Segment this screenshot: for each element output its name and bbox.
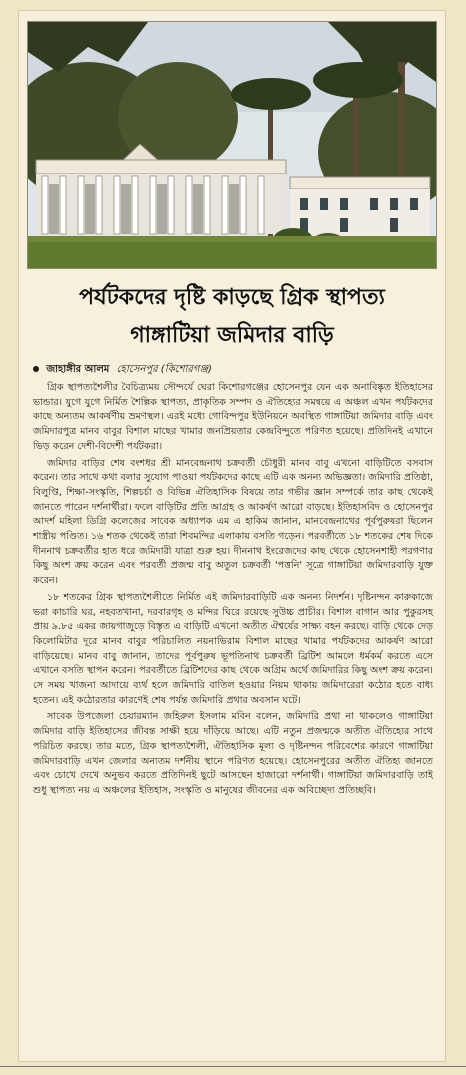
- article-paragraph: জমিদার বাড়ির শেষ বংশধর শ্রী মানবেন্দ্রনাথ চক্রবর্তী চৌধুরী মানব বাবু এখনো বাড়িটিতে বসবাস করেন। তার সাথে কথা বলার সুযোগ পাওয়া পর্যটকদের কাছে এটি এক অনন্য অভিজ্ঞতা। জমিদারি প্রতিষ্ঠা, বিলুপ্তি, শিক্ষা-সংস্কৃতি, শিল্পচর্চা ও বিভিন্ন ঐতিহাসিক বিষয়ে তার গভীর জ্ঞান সম্পর্কে তার কাছ থেকেই জানতে পারেন দর্শনার্থীরা। ফলে বাড়িটির প্রতি আগ্রহ ও আকর্ষণ আরো বাড়ছে। ইতিহাসবিদ ও হোসেনপুর আদর্শ মহিলা ডিগ্রি কলেজের সাবেক অধ্যাপক এম এ হাকিম জানান, মানবেন্দ্রনাথের পূর্বপুরুষরা ছিলেন শাস্ত্রীয় পণ্ডিত। ১৬ শতক থেকেই তারা শিবমন্দির এলাকায় বসতি গড়েন। পরবর্তীতে ১৮ শতকের শেষ দিকে দীননাথ চক্রবর্তীর হাত ধরে জমিদারী যাত্রা শুরু হয়। দীননাথ ইংরেজদের কাছ থেকে হোসেনশাহী পরগণার কিছু অংশ ক্রয় করেন এবং পরবর্তী প্রজন্ম বাবু অতুল চক্রবর্তী 'পত্তনি' সূত্রে গাঙ্গাটিয়া জমিদারবাড়ি যুক্ত করেন।: [33, 457, 433, 587]
- bottom-divider: [0, 1066, 466, 1067]
- news-clipping: [18, 10, 446, 1062]
- bullet-icon: [33, 366, 39, 372]
- article-body: [33, 381, 433, 801]
- article-headline: [27, 279, 437, 355]
- article-paragraph: ১৮ শতকের গ্রিক স্থাপত্যশৈলীতে নির্মিত এই জমিদারবাড়িটি এক অনন্য নিদর্শন। দৃষ্টিনন্দন কারুকাজে ভরা কাচারি ঘর, নহবতখানা, দরবারগৃহ ও মন্দির ঘিরে রয়েছে সুউচ্চ প্রাচীর। বিশাল বাগান আর পুকুরসহ প্রায় ৯.৮৫ একর জায়গাজুড়ে বিস্তৃত এ বাড়িটি এখনো অতীত ঐশ্বর্যের সাক্ষ্য বহন করছে। বাড়ি থেকে দেড় কিলোমিটার দূরে মানব বাবুর পরিচালিত নয়নাভিরাম বিশাল মাছের খামার পর্যটকদের আকর্ষণ আরো বাড়িয়েছে। মানব বাবু জানান, তাদের পূর্বপুরুষ ভূপতিনাথ চক্রবর্তী ব্রিটিশ আমলে ধর্মকর্ম করতে এসে এখানে বসতি স্থাপন করেন। পরবর্তীতে ব্রিটিশদের কাছ থেকে অগ্রিম অর্থে জমিদারির কিছু অংশ ক্রয় করেন। সে সময় খাজনা আদায়ে ব্যর্থ হলে জমিদারি বাতিল হওয়ার নিয়ম থাকায় জমিদারেরা কঠোর হতে বাধ্য হতেন। এই কঠোরতার কারণেই শেষ পর্যন্ত জমিদারি প্রথার অবসান ঘটে।: [33, 591, 433, 706]
- article-paragraph: সাবেক উপজেলা চেয়ারম্যান জহিরুল ইসলাম মবিন বলেন, জমিদারি প্রথা না থাকলেও গাঙ্গাটিয়া জমিদার বাড়ি ইতিহাসের জীবন্ত সাক্ষী হয়ে দাঁড়িয়ে আছে। এটি নতুন প্রজন্মকে অতীত ঐতিহ্যের সাথে পরিচিত করছে। তার মতে, গ্রিক স্থাপত্যশৈলী, ঐতিহাসিক মূল্য ও দৃষ্টিনন্দন পরিবেশের কারণে গাঙ্গাটিয়া জমিদারবাড়ি এখন জেলার অন্যতম দর্শনীয় স্থানে পরিণত হয়েছে। হোসেনপুরের অতীত ঐতিহ্য জানতে এবং চোখে দেখে অনুভব করতে প্রতিদিনই ছুটে আসছেন হাজারো দর্শনার্থী। গাঙ্গাটিয়া জমিদারবাড়ি তাই শুধু স্থাপত্য নয় এ অঞ্চলের ইতিহাস, সংস্কৃতি ও মানুষের জীবনের এক অবিচ্ছেদ্য প্রতিচ্ছবি।: [33, 711, 433, 796]
- author-name: জাহাঙ্গীর আলম: [46, 364, 110, 375]
- headline-line-2: গাঙ্গাটিয়া জমিদার বাড়ি: [130, 323, 334, 348]
- article-photo: [27, 21, 437, 269]
- dateline-location: হোসেনপুর (কিশোরগঞ্জ): [116, 364, 212, 375]
- byline: [33, 363, 433, 377]
- zamindar-house-photo: [28, 22, 436, 268]
- headline-line-1: পর্যটকদের দৃষ্টি কাড়ছে গ্রিক স্থাপত্য: [79, 285, 385, 310]
- article-paragraph: গ্রিক স্থাপত্যশৈলীর বৈচিত্র্যময় সৌন্দর্যে ঘেরা কিশোরগঞ্জের হোসেনপুর যেন এক অনাবিষ্কৃত ইতিহাসের ভান্ডার। যুগে যুগে নির্মিত শৈল্পিক স্থাপত্য, প্রাকৃতিক সম্পদ ও ঐতিহ্যের সমন্বয়ে এ অঞ্চল এখন পর্যটকদের কাছে অন্যতম আকর্ষণীয় ভ্রমণস্থল। এরই মধ্যে গোবিন্দপুর ইউনিয়নে অবস্থিত গাঙ্গাটিয়া জমিদার বাড়ি এবং জমিদারপুত্র মানব বাবুর বিশাল মাছের খামার জনপ্রিয়তার কেন্দ্রবিন্দুতে পরিণত হয়েছে। প্রতিদিনই এখানে ভিড় করেন দেশী-বিদেশী পর্যটকরা।: [33, 382, 433, 452]
